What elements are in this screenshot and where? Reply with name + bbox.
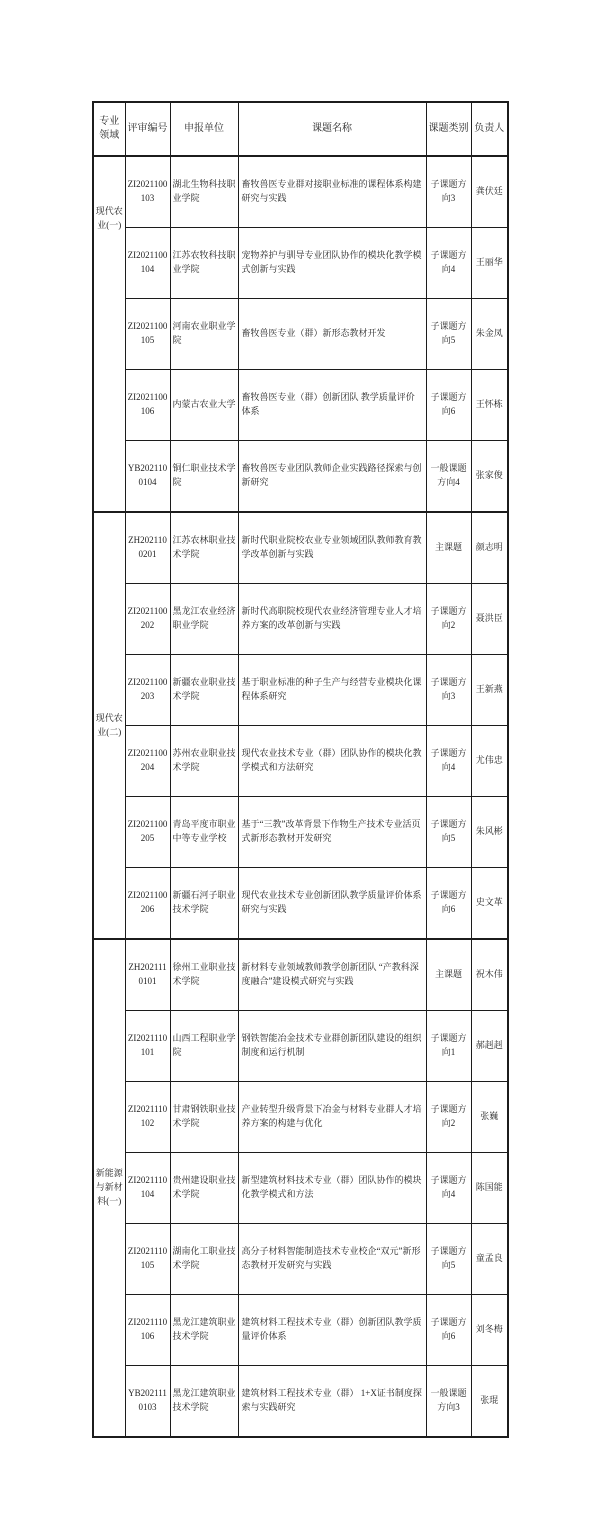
unit-cell: 江苏农牧科技职业学院 bbox=[170, 228, 238, 299]
code-cell: YB2021110103 bbox=[125, 1366, 170, 1438]
unit-cell: 湖北生物科技职业学院 bbox=[170, 156, 238, 228]
header-leader: 负责人 bbox=[471, 102, 508, 156]
code-cell: ZI2021100105 bbox=[125, 299, 170, 370]
leader-cell: 陈国能 bbox=[471, 1153, 508, 1224]
header-row bbox=[93, 102, 508, 156]
header-title: 课题名称 bbox=[238, 102, 426, 156]
header-unit: 申报单位 bbox=[170, 102, 238, 156]
title-cell: 新时代高职院校现代农业经济管理专业人才培养方案的改革创新与实践 bbox=[238, 584, 426, 655]
leader-cell: 张巍 bbox=[471, 1082, 508, 1153]
category-cell: 子课题方向6 bbox=[426, 1295, 471, 1366]
category-cell: 子课题方向5 bbox=[426, 299, 471, 370]
category-cell: 子课题方向6 bbox=[426, 868, 471, 940]
table-row bbox=[93, 441, 508, 513]
table-row bbox=[93, 1224, 508, 1295]
unit-cell: 徐州工业职业技术学院 bbox=[170, 939, 238, 1011]
review-table bbox=[92, 101, 509, 1438]
unit-cell: 甘肃钢铁职业技术学院 bbox=[170, 1082, 238, 1153]
title-cell: 畜牧兽医专业（群）创新团队 教学质量评价体系 bbox=[238, 370, 426, 441]
unit-cell: 铜仁职业技术学院 bbox=[170, 441, 238, 513]
table-row bbox=[93, 512, 508, 584]
category-cell: 子课题方向3 bbox=[426, 655, 471, 726]
category-cell: 子课题方向4 bbox=[426, 726, 471, 797]
code-cell: ZI2021100106 bbox=[125, 370, 170, 441]
category-cell: 一般课题方向4 bbox=[426, 441, 471, 513]
category-cell: 主课题 bbox=[426, 939, 471, 1011]
code-cell: ZI2021100203 bbox=[125, 655, 170, 726]
unit-cell: 苏州农业职业技术学院 bbox=[170, 726, 238, 797]
title-cell: 新型建筑材料技术专业（群）团队协作的模块化教学模式和方法 bbox=[238, 1153, 426, 1224]
title-cell: 高分子材料智能制造技术专业校企“双元”新形态教材开发研究与实践 bbox=[238, 1224, 426, 1295]
table-row bbox=[93, 156, 508, 228]
table-row bbox=[93, 1011, 508, 1082]
category-cell: 子课题方向2 bbox=[426, 1082, 471, 1153]
leader-cell: 张家俊 bbox=[471, 441, 508, 513]
code-cell: ZI2021100103 bbox=[125, 156, 170, 228]
title-cell: 产业转型升级背景下冶金与材料专业群人才培养方案的构建与优化 bbox=[238, 1082, 426, 1153]
unit-cell: 黑龙江建筑职业技术学院 bbox=[170, 1366, 238, 1438]
code-cell: ZH2021110101 bbox=[125, 939, 170, 1011]
leader-cell: 王怀栋 bbox=[471, 370, 508, 441]
field-cell: 现代农业(二) bbox=[93, 512, 125, 939]
unit-cell: 青岛平度市职业中等专业学校 bbox=[170, 797, 238, 868]
header-code: 评审编号 bbox=[125, 102, 170, 156]
leader-cell: 聂洪臣 bbox=[471, 584, 508, 655]
table-row bbox=[93, 797, 508, 868]
unit-cell: 湖南化工职业技术学院 bbox=[170, 1224, 238, 1295]
title-cell: 建筑材料工程技术专业（群）创新团队教学质量评价体系 bbox=[238, 1295, 426, 1366]
category-cell: 子课题方向6 bbox=[426, 370, 471, 441]
table-row bbox=[93, 726, 508, 797]
title-cell: 畜牧兽医专业团队教师企业实践路径探索与创新研究 bbox=[238, 441, 426, 513]
leader-cell: 童孟良 bbox=[471, 1224, 508, 1295]
table-row bbox=[93, 1153, 508, 1224]
title-cell: 畜牧兽医专业（群）新形态教材开发 bbox=[238, 299, 426, 370]
code-cell: ZI2021100206 bbox=[125, 868, 170, 940]
category-cell: 子课题方向5 bbox=[426, 1224, 471, 1295]
category-cell: 子课题方向5 bbox=[426, 797, 471, 868]
table-row bbox=[93, 868, 508, 940]
leader-cell: 朱金凤 bbox=[471, 299, 508, 370]
code-cell: ZI2021100104 bbox=[125, 228, 170, 299]
unit-cell: 江苏农林职业技术学院 bbox=[170, 512, 238, 584]
table-row bbox=[93, 1295, 508, 1366]
unit-cell: 新疆石河子职业技术学院 bbox=[170, 868, 238, 940]
table-row bbox=[93, 299, 508, 370]
leader-cell: 祝木伟 bbox=[471, 939, 508, 1011]
leader-cell: 张琨 bbox=[471, 1366, 508, 1438]
leader-cell: 史文革 bbox=[471, 868, 508, 940]
code-cell: ZI2021110106 bbox=[125, 1295, 170, 1366]
table-row bbox=[93, 370, 508, 441]
header-field: 专业领域 bbox=[93, 102, 125, 156]
unit-cell: 山西工程职业学院 bbox=[170, 1011, 238, 1082]
unit-cell: 贵州建设职业技术学院 bbox=[170, 1153, 238, 1224]
unit-cell: 河南农业职业学院 bbox=[170, 299, 238, 370]
title-cell: 建筑材料工程技术专业（群） 1+X证书制度探索与实践研究 bbox=[238, 1366, 426, 1438]
title-cell: 现代农业技术专业创新团队教学质量评价体系研究与实践 bbox=[238, 868, 426, 940]
code-cell: ZI2021100202 bbox=[125, 584, 170, 655]
leader-cell: 龚伏廷 bbox=[471, 156, 508, 228]
leader-cell: 郝赳赳 bbox=[471, 1011, 508, 1082]
unit-cell: 黑龙江农业经济职业学院 bbox=[170, 584, 238, 655]
code-cell: ZH2021100201 bbox=[125, 512, 170, 584]
title-cell: 钢铁智能冶金技术专业群创新团队建设的组织制度和运行机制 bbox=[238, 1011, 426, 1082]
leader-cell: 王丽华 bbox=[471, 228, 508, 299]
unit-cell: 新疆农业职业技术学院 bbox=[170, 655, 238, 726]
table-row bbox=[93, 1082, 508, 1153]
leader-cell: 颜志明 bbox=[471, 512, 508, 584]
category-cell: 子课题方向2 bbox=[426, 584, 471, 655]
title-cell: 宠物养护与驯导专业团队协作的模块化教学模式创新与实践 bbox=[238, 228, 426, 299]
table-row bbox=[93, 655, 508, 726]
leader-cell: 刘冬梅 bbox=[471, 1295, 508, 1366]
code-cell: ZI2021110102 bbox=[125, 1082, 170, 1153]
leader-cell: 朱风彬 bbox=[471, 797, 508, 868]
field-cell: 现代农业(一) bbox=[93, 156, 125, 512]
title-cell: 新材料专业领域教师教学创新团队 “产教科深度融合”建设模式研究与实践 bbox=[238, 939, 426, 1011]
category-cell: 子课题方向4 bbox=[426, 228, 471, 299]
title-cell: 新时代职业院校农业专业领域团队教师教育教学改革创新与实践 bbox=[238, 512, 426, 584]
unit-cell: 内蒙古农业大学 bbox=[170, 370, 238, 441]
table-row bbox=[93, 939, 508, 1011]
code-cell: ZI2021100205 bbox=[125, 797, 170, 868]
code-cell: ZI2021110101 bbox=[125, 1011, 170, 1082]
title-cell: 基于“三教”改革背景下作物生产技术专业活页式新形态教材开发研究 bbox=[238, 797, 426, 868]
header-category: 课题类别 bbox=[426, 102, 471, 156]
title-cell: 现代农业技术专业（群）团队协作的模块化教学模式和方法研究 bbox=[238, 726, 426, 797]
code-cell: ZI2021100204 bbox=[125, 726, 170, 797]
table-row bbox=[93, 584, 508, 655]
leader-cell: 王新燕 bbox=[471, 655, 508, 726]
code-cell: ZI2021110104 bbox=[125, 1153, 170, 1224]
title-cell: 基于职业标准的种子生产与经营专业模块化课程体系研究 bbox=[238, 655, 426, 726]
table-row bbox=[93, 1366, 508, 1438]
title-cell: 畜牧兽医专业群对接职业标准的课程体系构建研究与实践 bbox=[238, 156, 426, 228]
category-cell: 子课题方向1 bbox=[426, 1011, 471, 1082]
leader-cell: 尤伟忠 bbox=[471, 726, 508, 797]
category-cell: 子课题方向4 bbox=[426, 1153, 471, 1224]
unit-cell: 黑龙江建筑职业技术学院 bbox=[170, 1295, 238, 1366]
table-row bbox=[93, 228, 508, 299]
code-cell: ZI2021110105 bbox=[125, 1224, 170, 1295]
category-cell: 主课题 bbox=[426, 512, 471, 584]
code-cell: YB2021100104 bbox=[125, 441, 170, 513]
category-cell: 一般课题方向3 bbox=[426, 1366, 471, 1438]
category-cell: 子课题方向3 bbox=[426, 156, 471, 228]
field-cell: 新能源与新材料(一) bbox=[93, 939, 125, 1437]
